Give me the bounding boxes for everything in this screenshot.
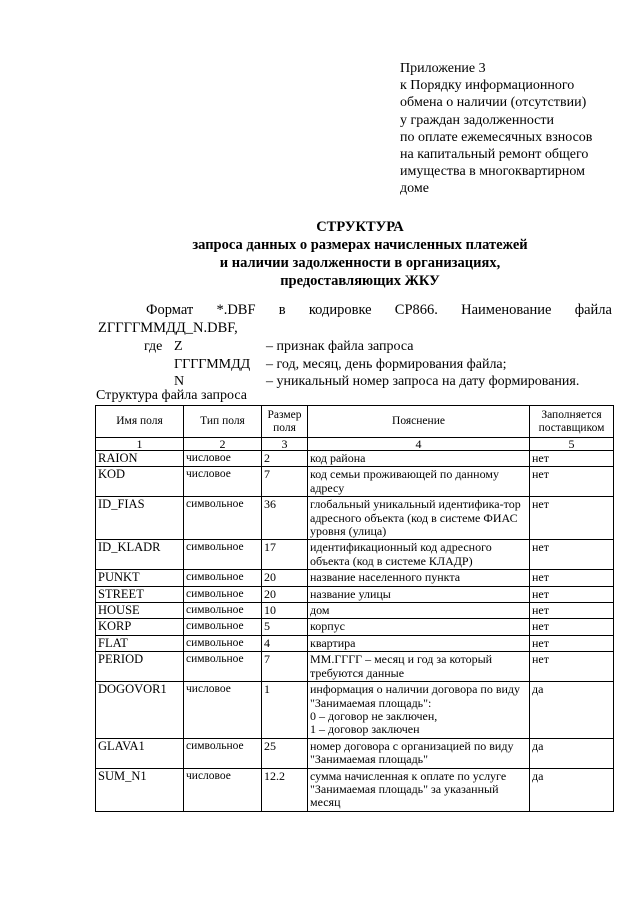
cell-size: 1 <box>262 682 308 739</box>
table-row <box>96 619 614 635</box>
cell-size: 25 <box>262 738 308 768</box>
cell-size: 7 <box>262 652 308 682</box>
cell-filled: нет <box>530 652 614 682</box>
table-row <box>96 586 614 602</box>
cell-filled: нет <box>530 451 614 467</box>
legend-desc: – признак файла запроса <box>266 339 414 354</box>
format-word: файла <box>574 302 612 318</box>
cell-desc: ММ.ГГГГ – месяц и год за который требуются данные <box>308 652 530 682</box>
filename-pattern: ZГГГГММДД_N.DBF, <box>98 320 238 336</box>
document-title <box>90 218 630 290</box>
cell-desc: квартира <box>308 635 530 651</box>
title-line: запроса данных о размерах начисленных платежей <box>192 237 528 253</box>
cell-type: числовое <box>184 451 262 467</box>
table-body <box>96 451 614 812</box>
column-header: Заполняется поставщиком <box>530 406 614 438</box>
legend-row <box>98 356 618 374</box>
cell-size: 5 <box>262 619 308 635</box>
table-row <box>96 682 614 739</box>
cell-desc: глобальный уникальный идентифика-тор адресного объекта (код в системе ФИАС уровня (улица) <box>308 497 530 540</box>
table-row <box>96 738 614 768</box>
filename-legend <box>98 338 618 391</box>
header-line: имущества в многоквартирном <box>400 164 585 180</box>
legend-code: N <box>174 374 185 389</box>
format-word: в <box>278 302 286 318</box>
table-row <box>96 635 614 651</box>
appendix-header <box>400 60 630 198</box>
table-row <box>96 603 614 619</box>
table-row <box>96 451 614 467</box>
format-word: кодировке <box>308 302 372 318</box>
cell-desc: код семьи проживающей по данному адресу <box>308 467 530 497</box>
cell-type: символьное <box>184 652 262 682</box>
title-heading: СТРУКТУРА <box>316 219 404 235</box>
cell-type: символьное <box>184 635 262 651</box>
cell-type: символьное <box>184 497 262 540</box>
format-word: Наименование <box>461 302 552 318</box>
legend-row <box>98 338 618 356</box>
format-paragraph <box>98 302 612 319</box>
cell-size: 36 <box>262 497 308 540</box>
table-row <box>96 467 614 497</box>
cell-name: KORP <box>96 619 184 635</box>
cell-filled: нет <box>530 586 614 602</box>
column-number: 3 <box>262 438 308 451</box>
cell-desc: название населенного пункта <box>308 570 530 586</box>
header-line: обмена о наличии (отсутствии) <box>400 95 587 111</box>
cell-name: ID_KLADR <box>96 540 184 570</box>
cell-type: символьное <box>184 738 262 768</box>
cell-name: SUM_N1 <box>96 768 184 811</box>
cell-filled: нет <box>530 619 614 635</box>
cell-filled: нет <box>530 540 614 570</box>
cell-size: 17 <box>262 540 308 570</box>
cell-name: PERIOD <box>96 652 184 682</box>
cell-name: FLAT <box>96 635 184 651</box>
column-number: 2 <box>184 438 262 451</box>
cell-desc: информация о наличии договора по виду "Занимаемая площадь": 0 – договор не заключен, 1 – договор заключен <box>308 682 530 739</box>
cell-desc: корпус <box>308 619 530 635</box>
cell-name: RAION <box>96 451 184 467</box>
cell-name: STREET <box>96 586 184 602</box>
cell-size: 2 <box>262 451 308 467</box>
cell-name: PUNKT <box>96 570 184 586</box>
header-line: по оплате ежемесячных взносов <box>400 129 593 145</box>
cell-filled: нет <box>530 467 614 497</box>
structure-caption: Структура файла запроса <box>96 388 247 403</box>
table-row <box>96 570 614 586</box>
legend-code: Z <box>174 339 183 354</box>
cell-filled: да <box>530 682 614 739</box>
column-header: Размер поля <box>262 406 308 438</box>
cell-size: 7 <box>262 467 308 497</box>
cell-desc: название улицы <box>308 586 530 602</box>
format-word: CP866. <box>394 302 438 318</box>
cell-type: числовое <box>184 467 262 497</box>
column-number: 5 <box>530 438 614 451</box>
cell-desc: код района <box>308 451 530 467</box>
cell-name: KOD <box>96 467 184 497</box>
column-number: 4 <box>308 438 530 451</box>
title-line: и наличии задолженности в организациях, <box>219 255 501 271</box>
cell-filled: нет <box>530 497 614 540</box>
header-line: доме <box>400 181 429 197</box>
cell-size: 4 <box>262 635 308 651</box>
format-word: Формат <box>146 302 194 318</box>
legend-where: где <box>144 339 163 354</box>
cell-name: ID_FIAS <box>96 497 184 540</box>
cell-type: числовое <box>184 682 262 739</box>
table-row <box>96 497 614 540</box>
cell-type: символьное <box>184 570 262 586</box>
cell-name: HOUSE <box>96 603 184 619</box>
header-line: на капитальный ремонт общего <box>400 147 589 163</box>
column-header: Тип поля <box>184 406 262 438</box>
cell-name: GLAVA1 <box>96 738 184 768</box>
column-number-row <box>96 438 614 451</box>
cell-type: символьное <box>184 619 262 635</box>
fields-table <box>95 405 614 812</box>
cell-filled: нет <box>530 635 614 651</box>
table-row <box>96 768 614 811</box>
cell-desc: дом <box>308 603 530 619</box>
title-line: предоставляющих ЖКУ <box>280 273 440 289</box>
column-number: 1 <box>96 438 184 451</box>
legend-code: ГГГГММДД <box>174 356 251 372</box>
cell-size: 20 <box>262 586 308 602</box>
cell-size: 10 <box>262 603 308 619</box>
format-word: *.DBF <box>216 302 256 318</box>
cell-filled: нет <box>530 570 614 586</box>
column-header: Имя поля <box>96 406 184 438</box>
header-line: у граждан задолженности <box>400 112 554 128</box>
cell-filled: нет <box>530 603 614 619</box>
cell-desc: идентификационный код адресного объекта (код в системе КЛАДР) <box>308 540 530 570</box>
table-header-row <box>96 406 614 438</box>
cell-filled: да <box>530 738 614 768</box>
cell-type: символьное <box>184 586 262 602</box>
cell-name: DOGOVOR1 <box>96 682 184 739</box>
table-row <box>96 540 614 570</box>
cell-type: символьное <box>184 603 262 619</box>
column-header: Пояснение <box>308 406 530 438</box>
cell-size: 12.2 <box>262 768 308 811</box>
header-line: к Порядку информационного <box>400 78 575 94</box>
cell-type: символьное <box>184 540 262 570</box>
cell-desc: сумма начисленная к оплате по услуге "Занимаемая площадь" за указанный месяц <box>308 768 530 811</box>
cell-type: числовое <box>184 768 262 811</box>
legend-desc: – год, месяц, день формирования файла; <box>266 356 507 372</box>
cell-desc: номер договора с организацией по виду "Занимаемая площадь" <box>308 738 530 768</box>
cell-size: 20 <box>262 570 308 586</box>
table-row <box>96 652 614 682</box>
legend-desc: – уникальный номер запроса на дату формирования. <box>266 374 580 389</box>
cell-filled: да <box>530 768 614 811</box>
header-line: Приложение 3 <box>400 61 486 76</box>
